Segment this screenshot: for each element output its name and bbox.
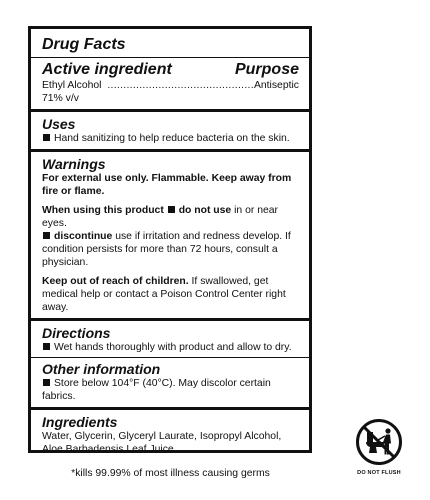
directions-text: Wet hands thoroughly with product and allow to dry.: [54, 342, 292, 353]
active-ingredient-purpose: Antiseptic: [253, 80, 299, 91]
when-using-label: When using this product: [42, 205, 164, 216]
active-ingredient-header: [42, 61, 299, 79]
active-ingredient-row: [42, 79, 299, 105]
ingredients-text: Water, Glycerin, Glyceryl Laurate, Isopropyl Alcohol, Aloe Barbadensis Leaf Juice: [42, 431, 282, 455]
bullet-square-icon: [43, 343, 50, 350]
divider: [31, 357, 309, 358]
ingredients-heading: Ingredients: [42, 414, 118, 430]
divider: [31, 318, 309, 321]
directions-item: [42, 341, 299, 354]
drug-facts-panel: [28, 26, 312, 479]
active-ingredient-name: Ethyl Alcohol 71% v/v: [42, 80, 102, 104]
warnings-keep-out: [42, 275, 299, 314]
other-info-text: Store below 104°F (40°C). May discolor certain fabrics.: [42, 378, 271, 402]
uses-item: [42, 132, 299, 145]
divider: [31, 109, 309, 112]
warnings-when-using: [42, 204, 299, 269]
drug-facts-title: Drug Facts: [42, 36, 126, 53]
bullet-square-icon: [43, 232, 50, 239]
discontinue-label: discontinue: [54, 231, 113, 242]
bullet-square-icon: [168, 206, 175, 213]
footnote: *kills 99.99% of most illness causing germs: [71, 468, 270, 479]
do-not-flush-label: DO NOT FLUSH: [357, 470, 401, 476]
warnings-external: For external use only. Flammable. Keep away from fire or flame.: [42, 173, 292, 197]
keep-out-text: If swallowed, get medical help or contact a Poison Control Center right away.: [42, 276, 286, 313]
uses-heading: Uses: [42, 116, 76, 132]
uses-text: Hand sanitizing to help reduce bacteria on the skin.: [54, 133, 290, 144]
directions-heading: Directions: [42, 325, 111, 341]
do-not-flush-icon: [355, 418, 403, 466]
bullet-square-icon: [43, 379, 50, 386]
purpose-heading: Purpose: [234, 61, 299, 78]
divider: [31, 57, 309, 58]
active-ingredient-heading: Active ingredient: [42, 61, 172, 78]
warnings-heading: Warnings: [42, 156, 106, 172]
discontinue-text: use if irritation and redness develop. If condition persists for more than 72 hours, consult a physician.: [42, 231, 291, 268]
do-not-use-text: in or near eyes.: [42, 205, 279, 229]
keep-out-label: Keep out of reach of children.: [42, 276, 189, 287]
do-not-use-label: do not use: [178, 205, 232, 216]
other-info-item: [42, 377, 299, 403]
bullet-square-icon: [43, 134, 50, 141]
divider: [31, 149, 309, 152]
divider: [31, 407, 309, 410]
other-info-heading: Other information: [42, 361, 161, 377]
leader-dots: ..............................................: [107, 80, 254, 91]
